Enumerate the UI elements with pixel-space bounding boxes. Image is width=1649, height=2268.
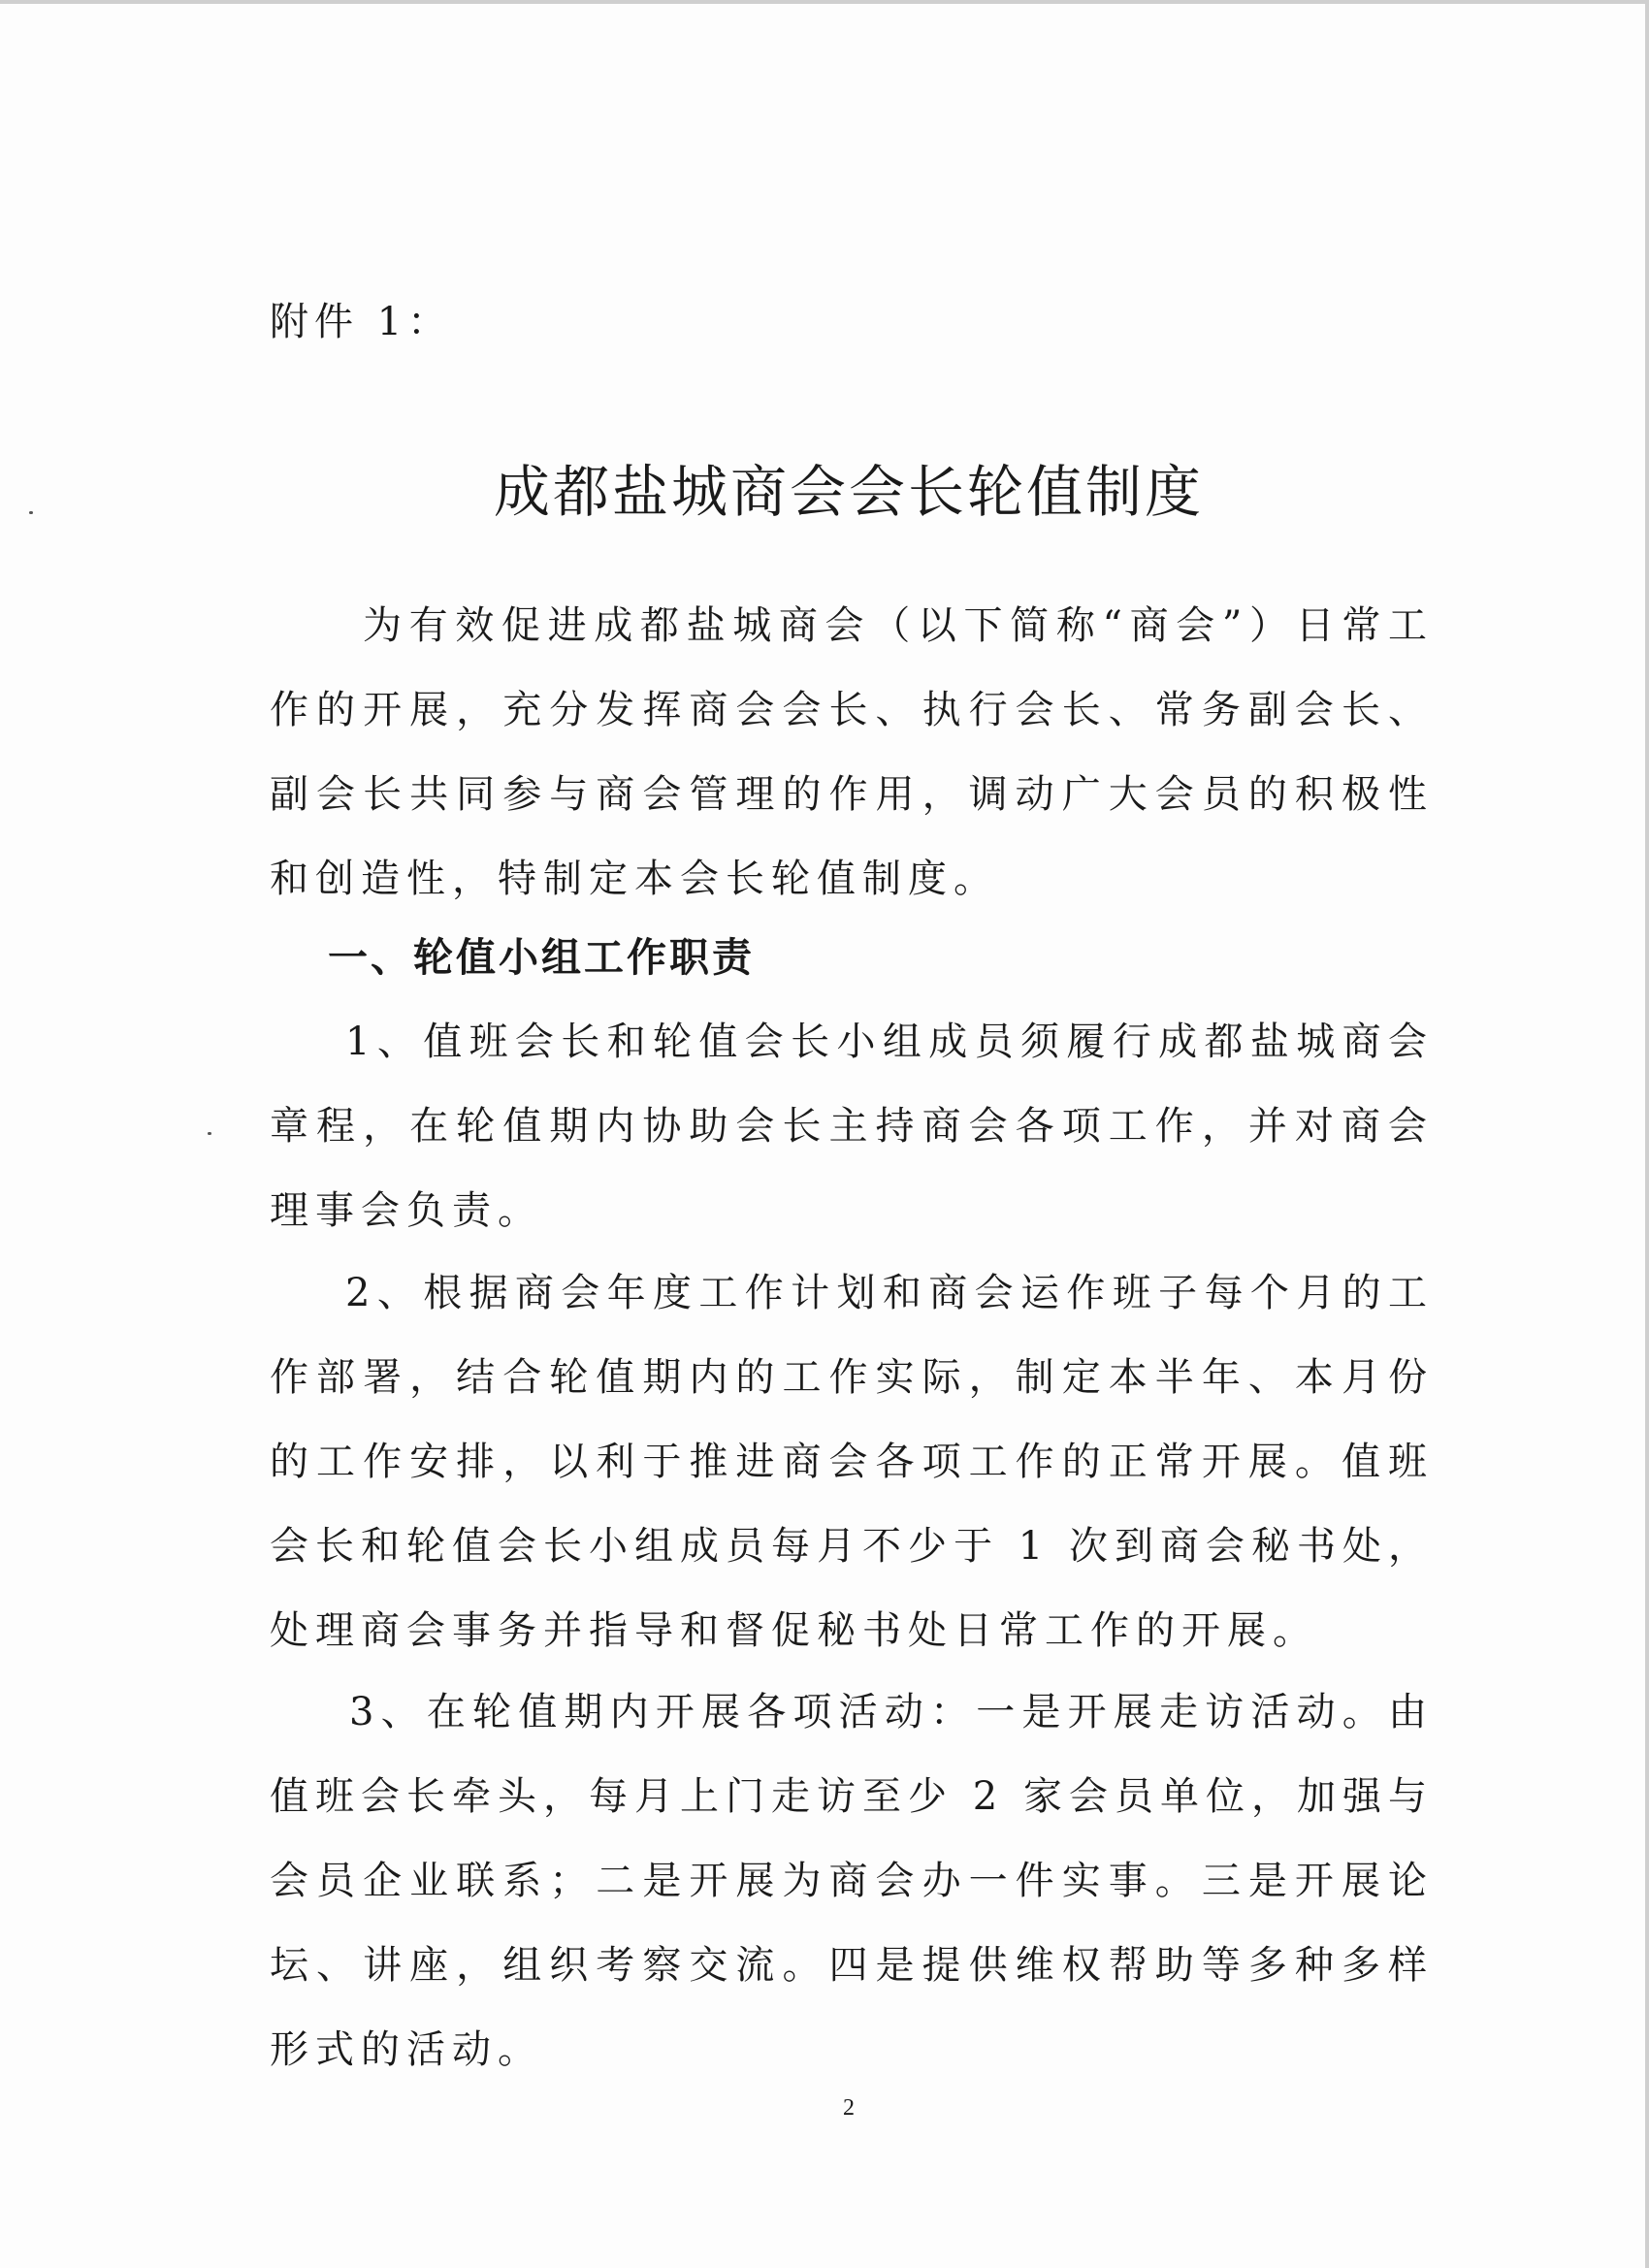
item-paragraph-2: 2、根据商会年度工作计划和商会运作班子每个月的工作部署，结合轮值期内的工作实际，制定本半年、本月份的工作安排，以利于推进商会各项工作的正常开展。值班会长和轮值会长小组成员每月不少于 1 次到商会秘书处，处理商会事务并指导和督促秘书处日常工作的开展。 — [270, 1271, 1434, 1653]
item-paragraph-1: 1、值班会长和轮值会长小组成员须履行成都盐城商会章程，在轮值期内协助会长主持商会各项工作，并对商会理事会负责。 — [270, 1020, 1434, 1233]
attachment-label: 附件 1： — [270, 300, 453, 344]
intro-paragraph: 为有效促进成都盐城商会（以下简称“商会”）日常工作的开展，充分发挥商会会长、执行会长、常务副会长、副会长共同参与商会管理的作用，调动广大会员的积极性和创造性，特制定本会长轮值制度。 — [270, 603, 1434, 901]
section-heading: 一、轮值小组工作职责 — [328, 934, 755, 981]
scan-edge-top — [0, 0, 1649, 4]
document-title: 成都盐城商会会长轮值制度 — [493, 459, 1204, 525]
page-number: 2 — [843, 2095, 855, 2121]
scan-speck — [208, 1132, 211, 1135]
scan-edge-right — [1645, 0, 1649, 2268]
item-paragraph-3: 3、在轮值期内开展各项活动：一是开展走访活动。由值班会长牵头，每月上门走访至少 2 家会员单位，加强与会员企业联系；二是开展为商会办一件实事。三是开展论坛、讲座，组织考察交流。四是提供维权帮助等多种多样形式的活动。 — [270, 1690, 1434, 2072]
